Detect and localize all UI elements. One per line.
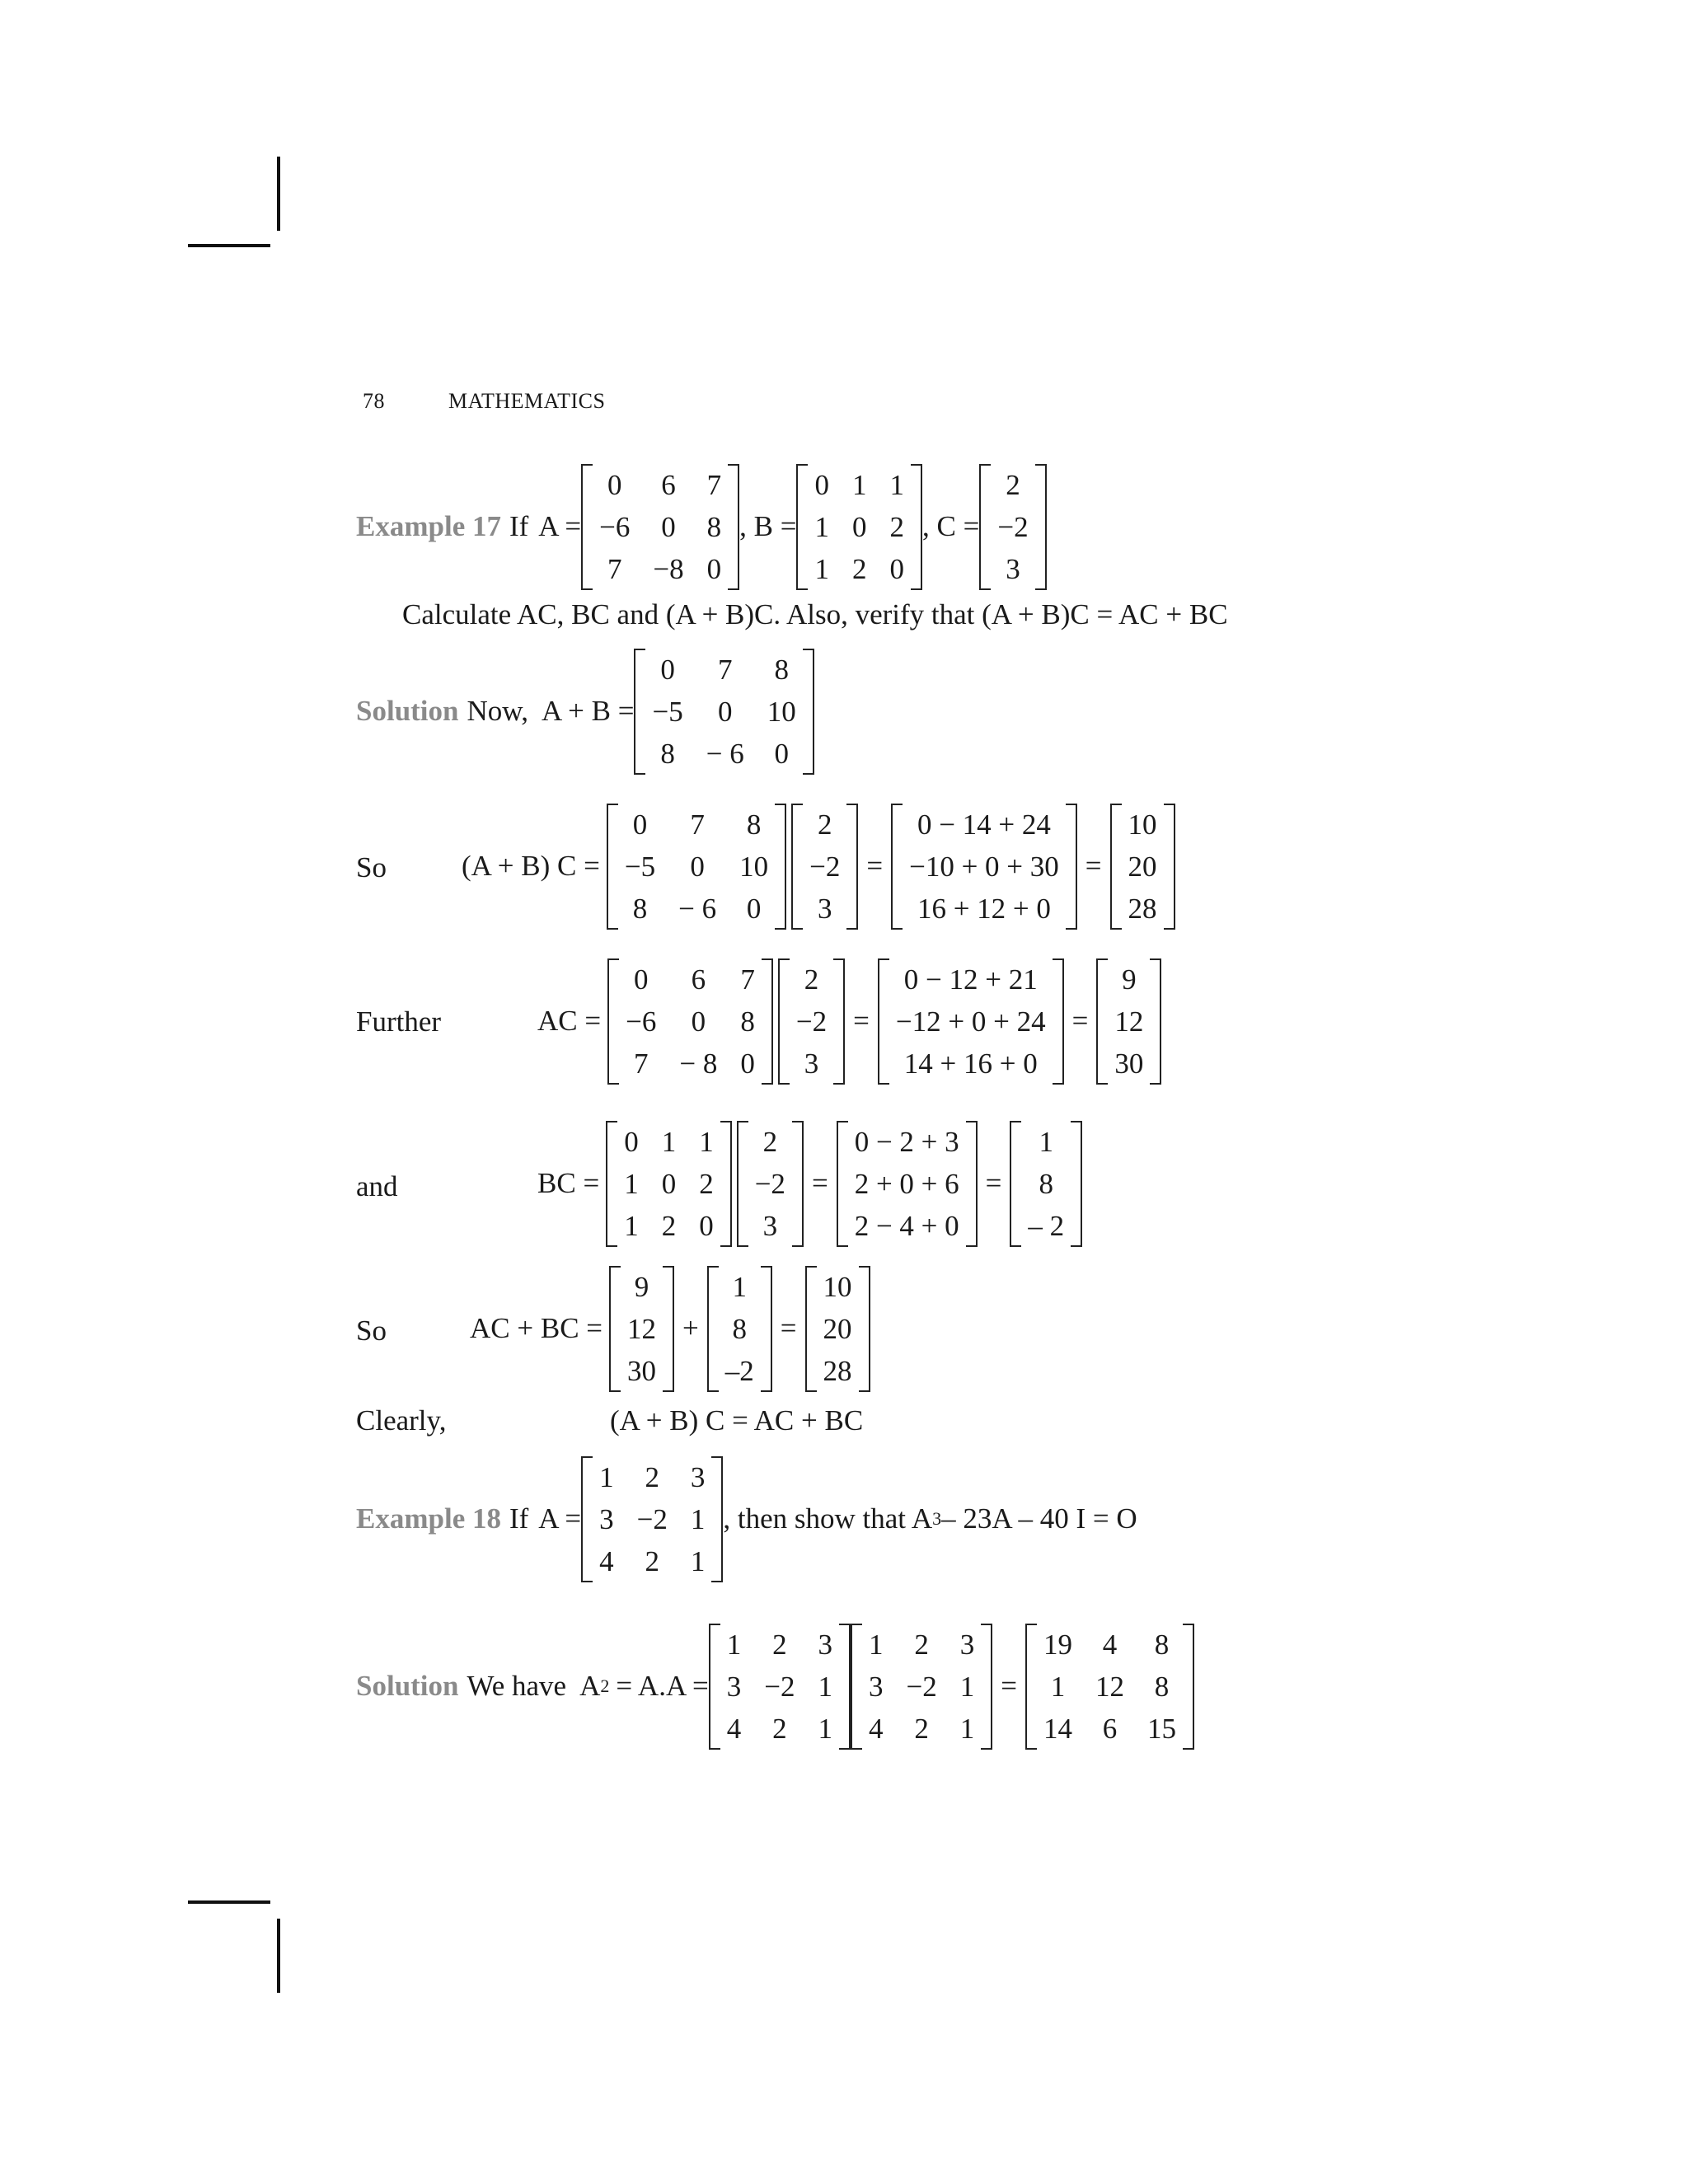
matrix-cell: 28 [823,1354,852,1387]
matrix-cell: 0 [774,737,789,770]
matrix-cell: 2 [804,963,819,996]
matrix-cell: 4 [599,1544,614,1577]
bracket-right [833,958,845,1085]
matrix-bc-result [1010,1121,1082,1247]
matrix-cell: 0 − 12 + 21 [903,963,1038,996]
matrix-ac-result [1096,958,1161,1085]
equals-sign: = [811,1167,828,1199]
matrix-cell: 2 [772,1712,787,1745]
matrix-cell: 1 [599,1460,614,1493]
example-17-statement [356,462,1047,592]
equals-sign: = [853,1005,870,1037]
matrix-cell: 0 [632,808,648,841]
matrix-cell: 3 [1006,552,1020,585]
matrix-cell: 2 [851,552,867,585]
matrix-cell: 2 [762,1125,778,1158]
matrix-cell: 20 [1128,850,1157,883]
matrix-cell: 20 [823,1312,852,1345]
matrix-cell: 2 [889,510,904,543]
matrix-cell: 4 [869,1712,884,1745]
matrix-cell: 8 [1039,1167,1054,1200]
plus-sign: + [682,1312,699,1344]
matrix-c [979,464,1046,590]
matrix-cell: 0 [633,963,649,996]
then-text: , then show that A [723,1502,933,1535]
bracket-left [707,1266,719,1392]
matrix-cell: 2 [1006,468,1020,501]
matrix-cell: 9 [634,1270,649,1303]
matrix-cell: 3 [726,1670,742,1703]
bracket-right [846,804,858,930]
matrix-a-right [851,1624,992,1750]
matrix-cell: 7 [690,808,705,841]
bracket-left [979,464,991,590]
solution-label: Solution [356,695,459,727]
ac-equation [537,956,1161,1086]
matrix-cell: 2 [914,1712,929,1745]
bracket-left [878,958,889,1085]
clearly-text: Clearly, [356,1404,447,1436]
bracket-left [805,1266,817,1392]
equation-rest: – 23A – 40 I = O [941,1502,1137,1535]
bracket-right [720,1121,732,1247]
matrix-a-squared [1025,1624,1194,1750]
matrix-cell: −6 [599,510,631,543]
matrix-cell: 2 [817,808,832,841]
matrix-cell: 1 [851,468,867,501]
matrix-cell: 3 [959,1628,975,1661]
solution-17-sum [356,646,814,776]
matrix-cell: 0 [717,695,733,728]
matrix-b [796,464,922,590]
matrix-cell: – 2 [1028,1209,1065,1242]
bracket-right [859,1266,870,1392]
bracket-right [981,1624,992,1750]
matrix-cell: 8 [1154,1670,1170,1703]
matrix-cell: 0 − 2 + 3 [854,1125,959,1158]
bracket-left [851,1624,862,1750]
matrix-cell: 1 [889,468,904,501]
matrix-cell: 2 [645,1544,660,1577]
matrix-cell: 3 [818,1628,833,1661]
matrix-cell: 10 [823,1270,852,1303]
equals-sign: = [780,1312,797,1344]
matrix-a-label: A = [538,510,582,542]
a-plus-b-c-label: (A + B) C = [462,850,600,882]
solution-label: Solution [356,1670,459,1702]
matrix-c-label: , C = [921,510,980,542]
crop-mark-top-horizontal [188,244,270,247]
bracket-left [581,1456,593,1582]
ac-label: AC = [537,1005,602,1037]
matrix-cell: 12 [627,1312,657,1345]
matrix-cell: 15 [1147,1712,1177,1745]
bracket-right [761,1266,772,1392]
equals-sign: = [1071,1005,1089,1037]
matrix-cell: 0 [699,1209,714,1242]
matrix-cell: − 6 [678,892,717,925]
bracket-left [607,958,619,1085]
matrix-cell: 7 [706,468,722,501]
matrix-cell: 1 [726,1628,742,1661]
matrix-cell: 1 [869,1628,884,1661]
matrix-cell: 0 [851,510,867,543]
matrix-cell: 1 [690,1502,706,1535]
crop-mark-top-vertical [277,157,280,231]
matrix-cell: 0 [691,1005,706,1038]
matrix-cell: 2 [699,1167,714,1200]
bracket-right [1150,958,1161,1085]
bracket-left [634,649,645,775]
matrix-cell: 2 [645,1460,660,1493]
matrix-cell: 2 + 0 + 6 [854,1167,959,1200]
matrix-cell: 8 [632,892,648,925]
matrix-cell: 2 [661,1209,677,1242]
matrix-cell: 3 [869,1670,884,1703]
bracket-right [1164,804,1175,930]
bracket-left [709,1624,720,1750]
matrix-cell: 30 [1114,1047,1144,1080]
matrix-cell: 28 [1128,892,1157,925]
bracket-left [606,1121,617,1247]
bracket-right [728,464,739,590]
matrix-cell: −2 [809,850,841,883]
bracket-right [1066,804,1077,930]
matrix-cell: −2 [997,510,1029,543]
matrix-cell: 8 [746,808,762,841]
bracket-left [581,464,593,590]
matrix-cell: 6 [691,963,706,996]
ac-plus-bc-equation [470,1263,870,1394]
matrix-cell: 12 [1114,1005,1144,1038]
matrix-c-col [737,1121,804,1247]
crop-mark-bottom-vertical [277,1919,280,1993]
and-text: and [356,1170,398,1202]
matrix-cell: 10 [1128,808,1157,841]
matrix-cell: −6 [626,1005,657,1038]
matrix-cell: 0 − 14 + 24 [917,808,1051,841]
bracket-right [839,1624,851,1750]
matrix-cell: −12 + 0 + 24 [895,1005,1046,1038]
so-text: So [356,851,387,883]
matrix-cell: 4 [1102,1628,1118,1661]
matrix-cell: 1 [814,552,829,585]
matrix-cell: 3 [690,1460,706,1493]
matrix-bc-expanded [837,1121,978,1247]
bracket-right [1035,464,1047,590]
matrix-cell: 1 [732,1270,748,1303]
matrix-cell: 1 [1050,1670,1066,1703]
crop-mark-bottom-horizontal [188,1900,270,1904]
matrix-cell: 1 [624,1167,639,1200]
example-17-label: Example 17 [356,510,501,542]
example-18-statement [356,1454,1137,1584]
matrix-cell: 0 [740,1047,755,1080]
bracket-right [775,804,786,930]
matrix-cell: 1 [814,510,829,543]
matrix-c-col [778,958,845,1085]
matrix-cell: 0 [624,1125,639,1158]
equals-sign: = [1085,850,1102,882]
bracket-left [791,804,803,930]
bracket-left [837,1121,848,1247]
so-text-2: So [356,1315,387,1347]
equals-sign: = [1001,1670,1018,1702]
a-plus-b-c-equation [462,801,1175,931]
conclusion-equation: (A + B) C = AC + BC [610,1404,864,1436]
bracket-right [966,1121,978,1247]
matrix-cell: 3 [817,892,832,925]
matrix-cell: 0 [746,892,762,925]
matrix-cell: 0 [706,552,722,585]
bracket-left [1096,958,1108,1085]
bracket-right [911,464,922,590]
bracket-left [1025,1624,1037,1750]
matrix-cell: 1 [818,1670,833,1703]
matrix-c-col [791,804,858,930]
example-17-task: Calculate AC, BC and (A + B)C. Also, verify that (A + B)C = AC + BC [402,598,1228,630]
matrix-a-plus-b-c-expanded [891,804,1077,930]
ac-plus-bc-label: AC + BC = [470,1312,603,1344]
matrix-cell: 14 + 16 + 0 [903,1047,1038,1080]
matrix-cell: 16 + 12 + 0 [917,892,1051,925]
matrix-a-solution [607,958,773,1085]
bracket-right [792,1121,804,1247]
matrix-cell: − 8 [679,1047,718,1080]
matrix-cell: 2 [772,1628,787,1661]
a-dot-a-label: = A.A = [616,1670,709,1702]
matrix-cell: 0 [889,552,904,585]
equals-sign: = [985,1167,1002,1199]
matrix-cell: 12 [1095,1670,1125,1703]
matrix-cell: 1 [690,1544,706,1577]
bracket-left [609,1266,621,1392]
bracket-right [1071,1121,1082,1247]
bracket-left [778,958,790,1085]
matrix-cell: 0 [661,1167,677,1200]
bracket-left [737,1121,748,1247]
bracket-right [1053,958,1064,1085]
matrix-cell: 30 [627,1354,657,1387]
matrix-cell: 6 [1102,1712,1118,1745]
if-text: If [509,510,529,542]
bracket-left [607,804,618,930]
matrix-cell: −2 [754,1167,785,1200]
matrix-cell: 1 [624,1209,639,1242]
matrix-cell: 7 [607,552,622,585]
bc-label: BC = [537,1167,600,1199]
matrix-ac-expanded [878,958,1064,1085]
matrix-cell: 19 [1043,1628,1073,1661]
matrix-cell: 0 [661,510,676,543]
matrix-a-label: A = [538,1502,582,1535]
bracket-left [1110,804,1122,930]
exponent: 3 [932,1508,942,1529]
matrix-cell: 8 [706,510,722,543]
a-squared: A [579,1670,601,1702]
matrix-cell: 1 [959,1670,975,1703]
matrix-cell: 0 [607,468,622,501]
matrix-cell: 9 [1122,963,1137,996]
matrix-cell: −10 + 0 + 30 [909,850,1059,883]
bracket-right [1183,1624,1194,1750]
example-18-label: Example 18 [356,1502,501,1535]
we-have-text: We have [467,1670,567,1702]
matrix-cell: −5 [652,695,683,728]
matrix-cell: −2 [636,1502,668,1535]
matrix-cell: 10 [767,695,796,728]
bracket-left [796,464,808,590]
matrix-cell: 3 [804,1047,819,1080]
matrix-cell: 3 [599,1502,614,1535]
if-text: If [509,1502,529,1535]
matrix-cell: −8 [653,552,684,585]
matrix-cell: −2 [764,1670,795,1703]
matrix-bc-result-repeat [707,1266,772,1392]
bracket-right [762,958,773,1085]
matrix-b-label: , B = [739,510,797,542]
solution-18-equation [356,1621,1194,1751]
matrix-cell: 8 [1154,1628,1170,1661]
matrix-a-left [709,1624,851,1750]
matrix-cell: –2 [724,1354,754,1387]
further-text: Further [356,1005,442,1038]
matrix-cell: − 6 [706,737,744,770]
matrix-cell: 6 [661,468,676,501]
matrix-a-plus-b-repeat [607,804,786,930]
matrix-a-ex18 [581,1456,723,1582]
matrix-ac-result-repeat [609,1266,674,1392]
matrix-cell: 10 [739,850,769,883]
matrix-cell: −5 [624,850,656,883]
matrix-cell: 2 [914,1628,929,1661]
matrix-a-plus-b-c-result [1110,804,1175,930]
matrix-cell: 0 [660,653,675,686]
matrix-cell: 8 [732,1312,748,1345]
matrix-cell: −2 [906,1670,937,1703]
matrix-cell: 1 [661,1125,677,1158]
matrix-cell: 8 [740,1005,755,1038]
matrix-cell: 14 [1043,1712,1073,1745]
running-title: MATHEMATICS [448,389,606,413]
matrix-cell: 3 [762,1209,778,1242]
matrix-b-solution [606,1121,732,1247]
page-number: 78 [363,389,385,413]
matrix-cell: 7 [717,653,733,686]
matrix-cell: 1 [699,1125,714,1158]
matrix-cell: 8 [660,737,675,770]
matrix-ac-plus-bc-result [805,1266,870,1392]
bc-equation [537,1118,1082,1249]
exponent: 2 [600,1675,610,1696]
matrix-cell: 2 − 4 + 0 [854,1209,959,1242]
bracket-left [1010,1121,1021,1247]
matrix-cell: 0 [814,468,829,501]
matrix-a-plus-b [634,649,814,775]
bracket-right [663,1266,674,1392]
matrix-cell: 1 [959,1712,975,1745]
matrix-cell: 4 [726,1712,742,1745]
matrix-cell: 7 [740,963,755,996]
bracket-right [803,649,814,775]
matrix-a [581,464,739,590]
matrix-cell: 7 [633,1047,649,1080]
bracket-left [891,804,903,930]
matrix-cell: 1 [1039,1125,1054,1158]
a-plus-b-label: A + B = [542,695,635,727]
equals-sign: = [866,850,884,882]
matrix-cell: 8 [774,653,789,686]
matrix-cell: 1 [818,1712,833,1745]
matrix-cell: −2 [795,1005,828,1038]
matrix-cell: 0 [690,850,705,883]
bracket-right [711,1456,723,1582]
now-text: Now, [467,695,529,727]
